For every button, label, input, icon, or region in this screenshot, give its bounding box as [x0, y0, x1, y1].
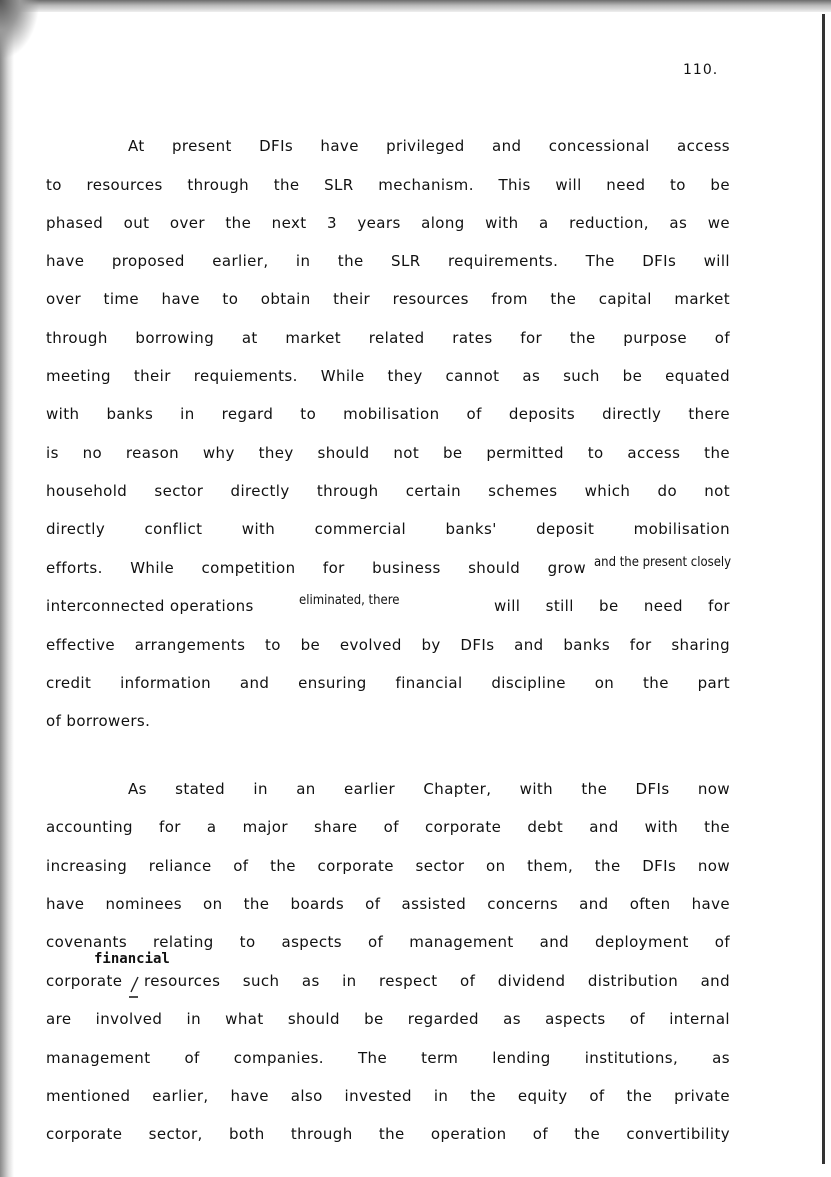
text-line: phased out over the next 3 years along with a reduction, as we: [46, 214, 730, 232]
text-line: with banks in regard to mobilisation of deposits directly there: [46, 405, 730, 423]
handwritten-insert: and the present closely: [594, 555, 732, 570]
text-line: accounting for a major share of corporate debt and with the: [46, 818, 730, 836]
text-line: through borrowing at market related rates for the purpose of: [46, 329, 730, 347]
text-line: management of companies. The term lending institutions, as: [46, 1049, 730, 1067]
text-line: At present DFIs have privileged and concessional access: [128, 137, 730, 155]
text-line: resources such as in respect of dividend distribution and: [144, 972, 730, 990]
text-line: corporate sector, both through the operation of the convertibility: [46, 1125, 730, 1143]
text-line: efforts. While competition for business should grow: [46, 559, 586, 577]
text-line: mentioned earlier, have also invested in the equity of the private: [46, 1087, 730, 1105]
text-line: directly conflict with commercial banks' deposit mobilisation: [46, 520, 730, 538]
scan-shadow-corner: [0, 0, 40, 60]
text-line: corporate: [46, 972, 123, 990]
text-line: effective arrangements to be evolved by DFIs and banks for sharing: [46, 636, 730, 654]
text-line: of borrowers.: [46, 712, 151, 730]
handwritten-insert: eliminated, there: [299, 593, 400, 608]
text-line: covenants relating to aspects of management and deployment of: [46, 933, 730, 951]
text-line: have nominees on the boards of assisted concerns and often have: [46, 895, 730, 913]
text-line: meeting their requiements. While they cannot as such be equated: [46, 367, 730, 385]
text-line: will still be need for: [494, 597, 730, 615]
text-line: household sector directly through certain schemes which do not: [46, 482, 730, 500]
scan-shadow-left: [0, 0, 14, 1177]
text-line: are involved in what should be regarded as aspects of internal: [46, 1010, 730, 1028]
text-line: interconnected operations: [46, 597, 254, 615]
typed-insert: financial: [94, 951, 170, 967]
text-line: is no reason why they should not be permitted to access the: [46, 444, 730, 462]
text-line: have proposed earlier, in the SLR requirements. The DFIs will: [46, 252, 730, 270]
page-number: 110.: [683, 62, 719, 78]
insertion-caret-icon: [128, 975, 140, 1005]
text-line: increasing reliance of the corporate sector on them, the DFIs now: [46, 857, 730, 875]
text-line: As stated in an earlier Chapter, with the DFIs now: [128, 780, 730, 798]
text-line: over time have to obtain their resources from the capital market: [46, 290, 730, 308]
scan-edge-right: [822, 14, 825, 1164]
scan-shadow-top: [0, 0, 831, 12]
text-line: to resources through the SLR mechanism. This will need to be: [46, 176, 730, 194]
text-line: credit information and ensuring financial discipline on the part: [46, 674, 730, 692]
